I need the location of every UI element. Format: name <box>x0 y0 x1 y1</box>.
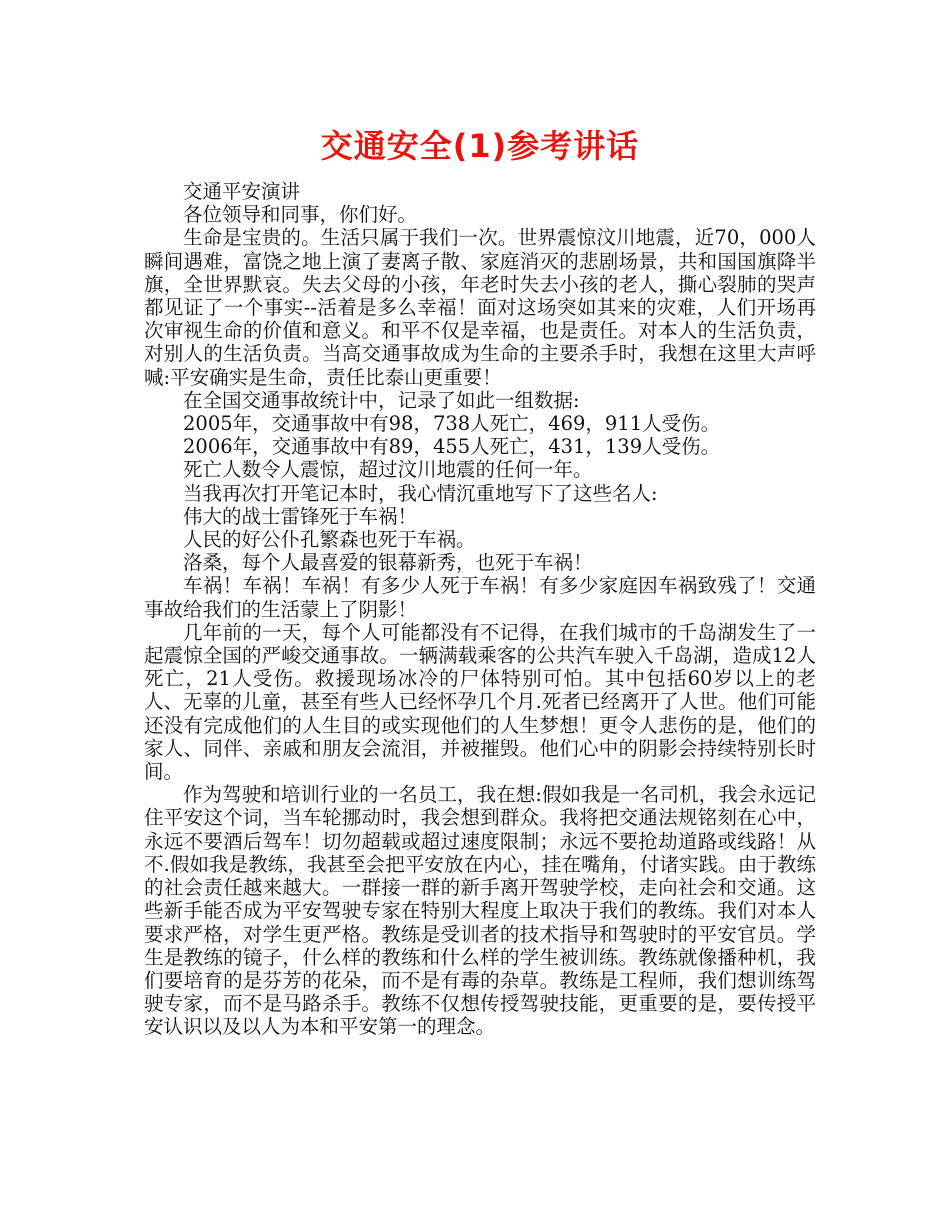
paragraph: 伟大的战士雷锋死于车祸！ <box>183 504 418 528</box>
document-page <box>144 122 816 1039</box>
paragraph: 人民的好公仆孔繁森也死于车祸。 <box>183 528 476 552</box>
paragraph-heading: 交通平安演讲 <box>183 180 301 203</box>
paragraph: 2006年，交通事故中有89，455人死亡，431，139人受伤。 <box>183 435 721 459</box>
paragraph: 当我再次打开笔记本时，我心情沉重地写下了这些名人: <box>183 481 658 505</box>
paragraph: 2005年，交通事故中有98，738人死亡，469，911人受伤。 <box>183 412 721 436</box>
document-body <box>144 180 816 1039</box>
paragraph: 洛桑，每个人最喜爱的银幕新秀，也死于车祸！ <box>183 551 593 575</box>
paragraph: 几年前的一天，每个人可能都没有不记得，在我们城市的千岛湖发生了一起震惊全国的严峻交通事故。一辆满载乘客的公共汽车驶入千岛湖，造成12人死亡，21人受伤。救援现场冰冷的尸体特别可怕。其中包括60岁以上的老人、无辜的儿童，甚至有些人已经怀孕几个月.死者已经离开了人世。他们可能还没有完成他们的人生目的或实现他们的人生梦想！更令人悲伤的是，他们的家人、同伴、亲戚和朋友会流泪，并被摧毁。他们心中的阴影会持续特别长时间。 <box>144 620 816 784</box>
paragraph: 生命是宝贵的。生活只属于我们一次。世界震惊汶川地震，近70，000人瞬间遇难，富饶之地上演了妻离子散、家庭消灭的悲剧场景，共和国国旗降半旗，全世界默哀。失去父母的小孩，年老时失去小孩的老人，撕心裂肺的哭声都见证了一个事实--活着是多么幸福！面对这场突如其来的灾难，人们开场再次审视生命的价值和意义。和平不仅是幸福，也是责任。对本人的生活负责，对别人的生活负责。当高交通事故成为生命的主要杀手时，我想在这里大声呼喊:平安确实是生命，责任比泰山更重要！ <box>144 226 816 389</box>
paragraph: 作为驾驶和培训行业的一名员工，我在想:假如我是一名司机，我会永远记住平安这个词，当车轮挪动时，我会想到群众。我将把交通法规铭刻在心中，永远不要酒后驾车！切勿超载或超过速度限制；永远不要抢劫道路或线路！从不.假如我是教练，我甚至会把平安放在内心，挂在嘴角，付诸实践。由于教练的社会责任越来越大。一群接一群的新手离开驾驶学校，走向社会和交通。这些新手能否成为平安驾驶专家在特别大程度上取决于我们的教练。我们对本人要求严格，对学生更严格。教练是受训者的技术指导和驾驶时的平安官员。学生是教练的镜子，什么样的教练和什么样的学生被训练。教练就像播种机，我们要培育的是芬芳的花朵，而不是有毒的杂草。教练是工程师，我们想训练驾驶专家，而不是马路杀手。教练不仅想传授驾驶技能，更重要的是，要传授平安认识以及以人为本和平安第一的理念。 <box>144 783 816 1039</box>
document-title: 交通安全(1)参考讲话 <box>320 127 640 165</box>
paragraph-greeting: 各位领导和同事，你们好。 <box>183 203 418 227</box>
paragraph: 车祸！车祸！车祸！有多少人死于车祸！有多少家庭因车祸致残了！交通事故给我们的生活蒙上了阴影！ <box>144 574 816 621</box>
paragraph: 死亡人数令人震惊，超过汶川地震的任何一年。 <box>183 458 593 482</box>
paragraph: 在全国交通事故统计中，记录了如此一组数据: <box>183 388 580 412</box>
